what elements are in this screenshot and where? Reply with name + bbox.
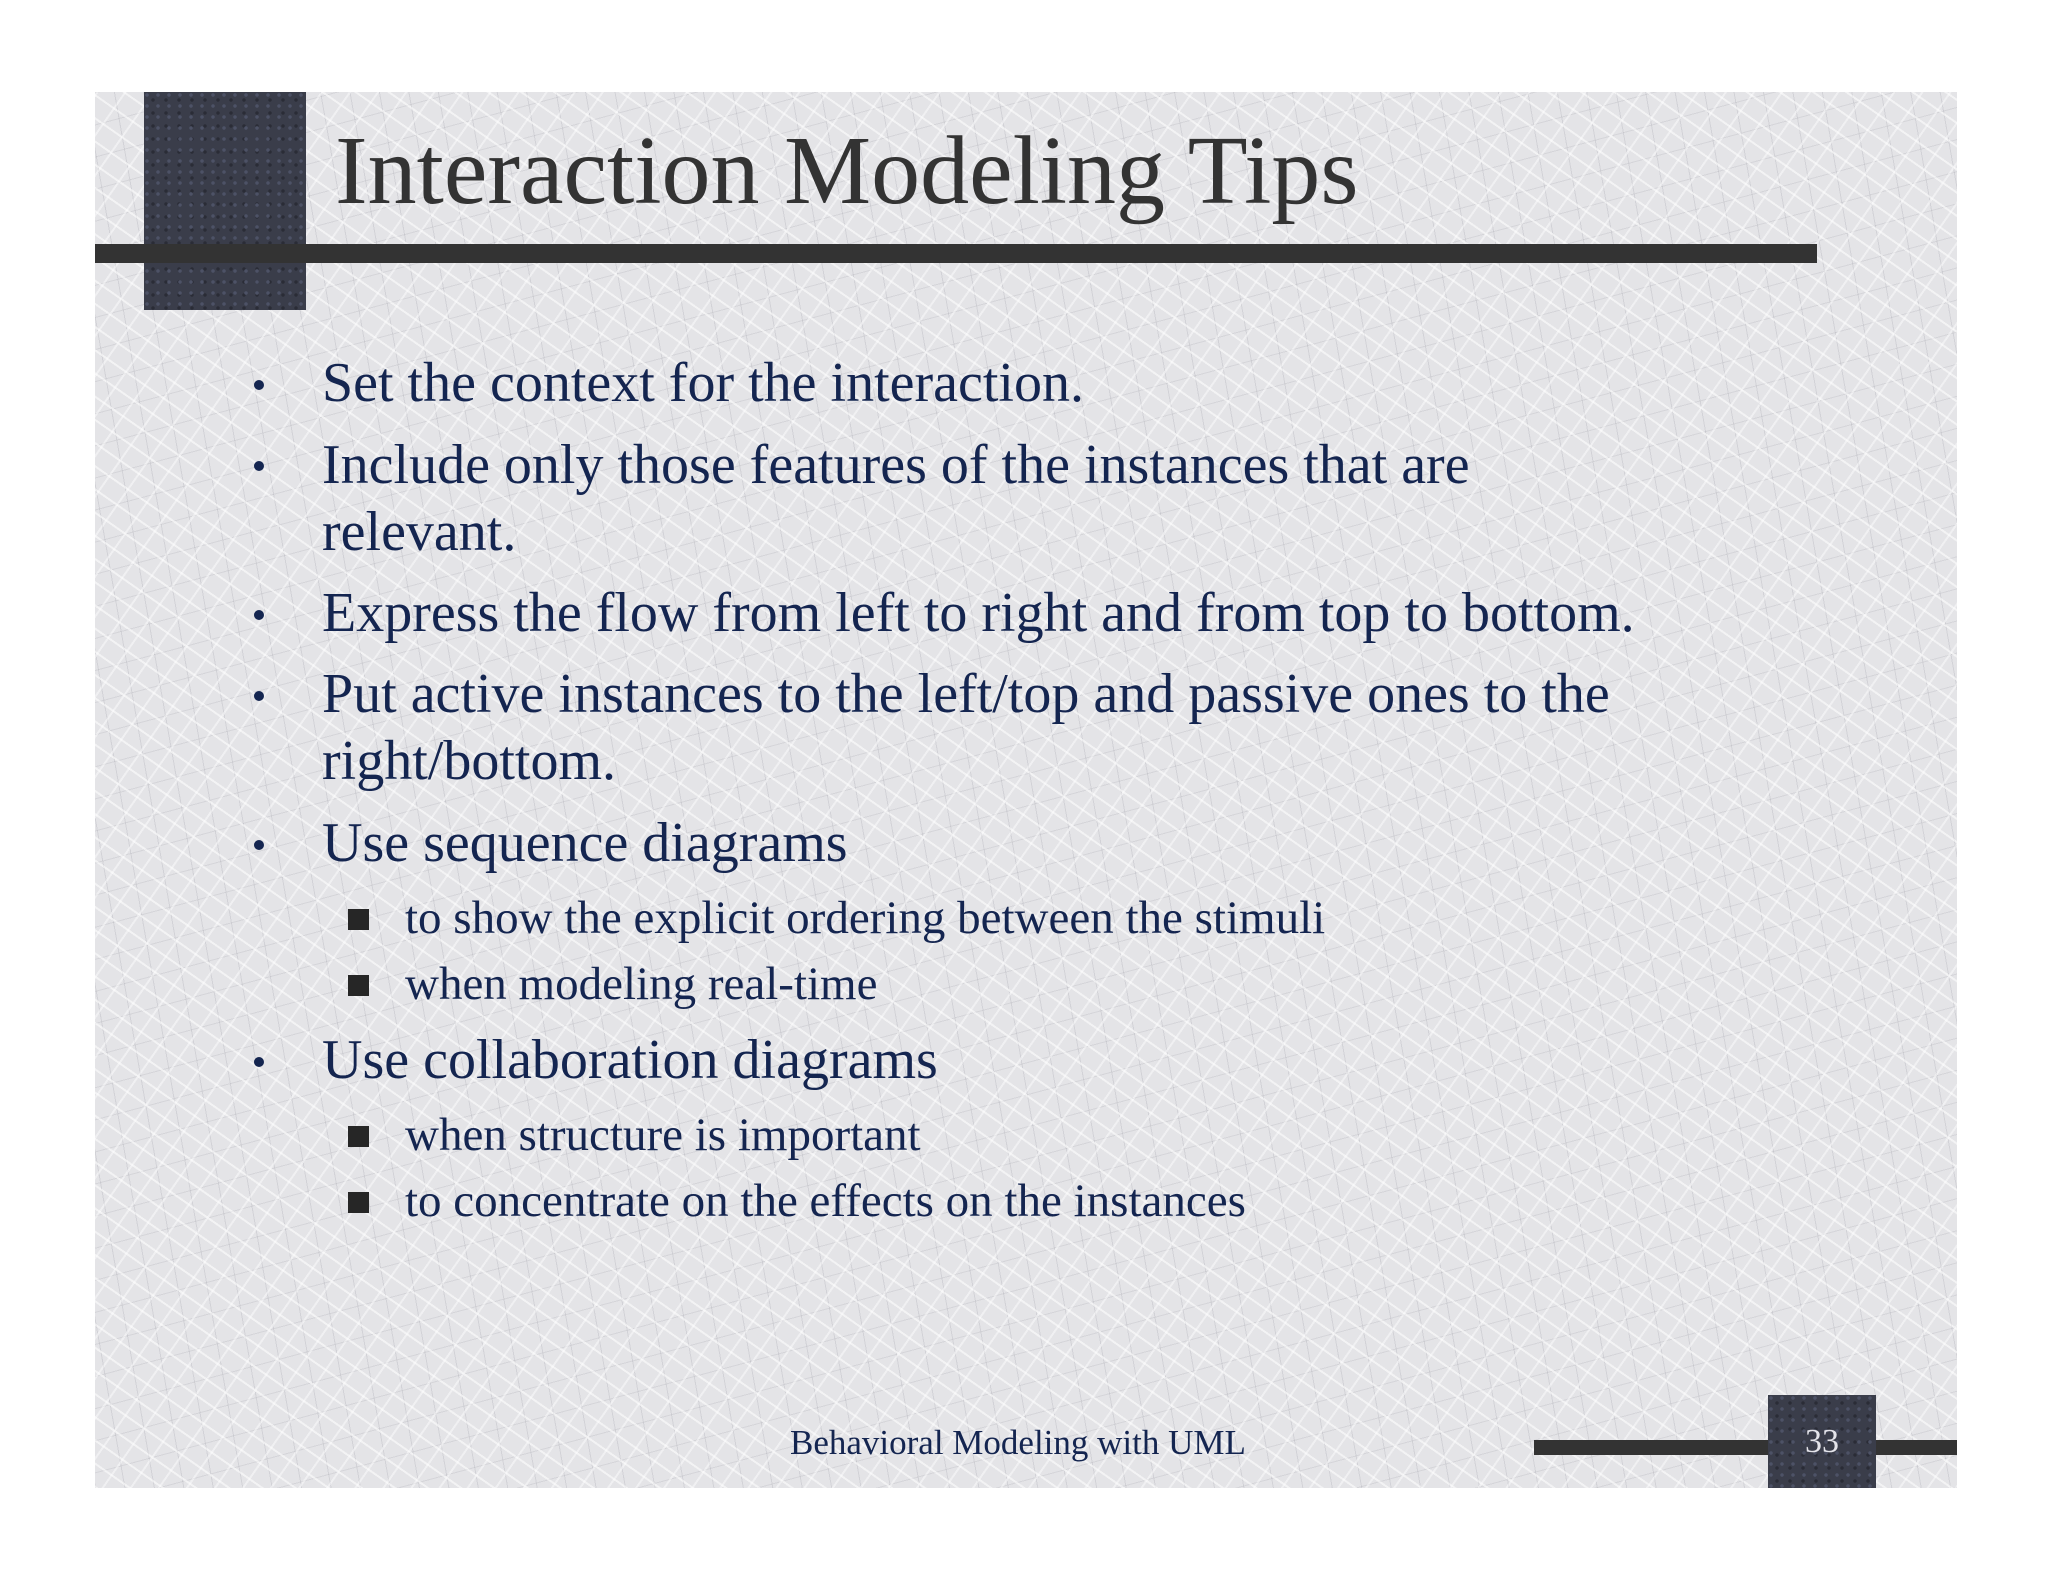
bullet-dot-icon: [254, 840, 264, 850]
sub-bullet-text: when modeling real-time: [405, 958, 878, 1010]
sub-bullet-text: to concentrate on the effects on the instances: [405, 1175, 1246, 1227]
bullet-text: Use collaboration diagrams: [322, 1029, 938, 1091]
slide-title: Interaction Modeling Tips: [335, 117, 1359, 225]
square-bullet-icon: [348, 1192, 369, 1213]
bullet-text: Include only those features of the instances that are: [322, 434, 1470, 496]
bullet-text-continuation: right/bottom.: [322, 730, 616, 792]
square-bullet-icon: [348, 975, 369, 996]
square-bullet-icon: [348, 909, 369, 930]
footer-title: Behavioral Modeling with UML: [790, 1423, 1246, 1462]
bullet-text-continuation: relevant.: [322, 501, 517, 563]
bullet-text: Use sequence diagrams: [322, 812, 848, 874]
sub-bullet-text: to show the explicit ordering between the stimuli: [405, 892, 1326, 944]
bullet-text: Set the context for the interaction.: [322, 352, 1084, 414]
square-bullet-icon: [348, 1126, 369, 1147]
bullet-dot-icon: [254, 1057, 264, 1067]
footer-bar: [1534, 1440, 1957, 1455]
bullet-dot-icon: [254, 461, 264, 471]
bullet-text: Express the flow from left to right and from top to bottom.: [322, 582, 1635, 644]
page-number: 33: [1805, 1423, 1839, 1460]
bullet-dot-icon: [254, 380, 264, 390]
sub-bullet-text: when structure is important: [405, 1109, 921, 1161]
bullet-dot-icon: [254, 691, 264, 701]
bullet-dot-icon: [254, 610, 264, 620]
bullet-text: Put active instances to the left/top and passive ones to the: [322, 663, 1610, 725]
